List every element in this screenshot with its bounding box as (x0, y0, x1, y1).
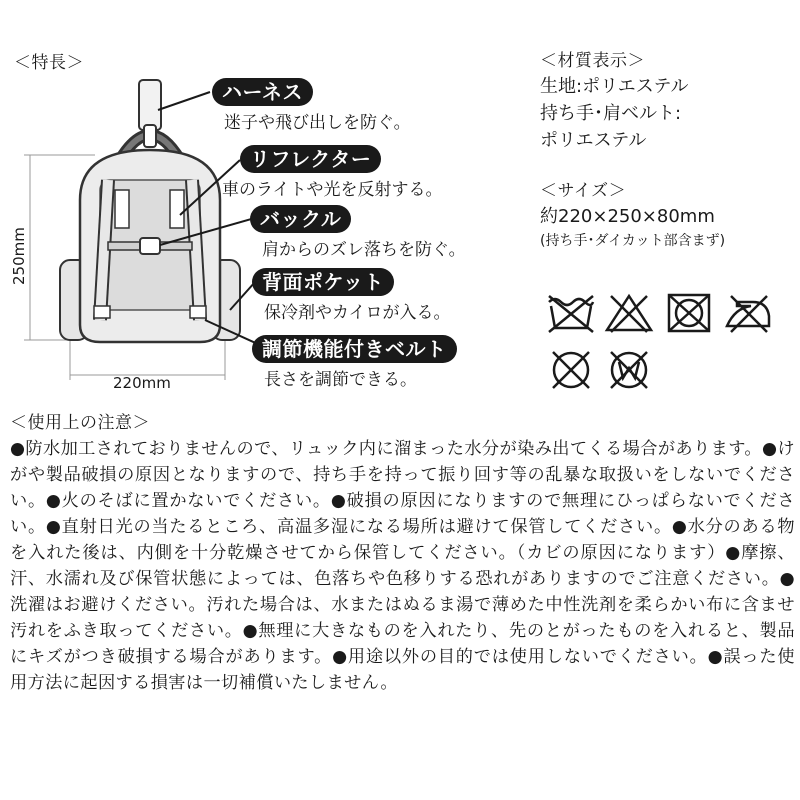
feature-reflector (222, 145, 443, 200)
feature-desc: 保冷剤やカイロが入る。 (264, 303, 451, 323)
material-section (540, 46, 688, 154)
feature-label: バックル (250, 205, 351, 233)
no-bleach-icon (603, 292, 655, 334)
size-heading: ＜サイズ＞ (540, 181, 627, 201)
size-value: 約220×250×80mm (540, 206, 715, 227)
caution-heading: ＜使用上の注意＞ (10, 413, 150, 433)
feature-buckle (250, 205, 466, 260)
material-line: ポリエステル (540, 130, 647, 151)
caution-body: ●防水加工されておりませんので、リュック内に溜まった水分が染み出てくる場合があります。●けがや製品破損の原因となりますので、持ち手を持って振り回す等の乱暴な取扱いをしないでください。●火のそばに置かないでください。●破損の原因になりますので無理にひっぱらないでください。●直射日光の当たるところ、高温多湿になる場所は避けて保管してください。●水分のある物を入れた後は、内側を十分乾燥させてから保管してください。（カビの原因になります）●摩擦、汗、水濡れ及び保管状態によっては、色落ちや色移りする恐れがありますのでご注意ください。●洗濯はお避けください。汚れた場合は、水またはぬるま湯で薄めた中性洗剤を柔らかい布に含ませ汚れをふき取ってください。●無理に大きなものを入れたり、先のとがったものを入れると、製品にキズがつき破損する場合があります。●用途以外の目的では使用しないでください。●誤った使用方法に起因する損害は一切補償いたしません。 (10, 439, 795, 693)
feature-label: 調節機能付きベルト (252, 335, 457, 363)
callout-lines (0, 0, 270, 400)
size-note: (持ち手･ダイカット部含まず) (540, 233, 726, 249)
no-tumble-dry-icon (665, 292, 713, 334)
feature-back-pocket (252, 268, 451, 323)
feature-harness (212, 78, 411, 133)
dim-height-label: 250mm (10, 227, 28, 285)
feature-label: ハーネス (212, 78, 313, 106)
care-icons (545, 292, 785, 392)
no-dry-clean-icon (547, 348, 595, 392)
feature-label: 背面ポケット (252, 268, 394, 296)
no-iron-icon (723, 292, 773, 334)
feature-desc: 長さを調節できる。 (264, 370, 417, 390)
no-wet-clean-icon (605, 348, 653, 392)
size-section (540, 176, 725, 250)
material-line: 生地:ポリエステル (540, 76, 689, 97)
no-wash-icon (545, 292, 597, 334)
material-line: 持ち手･肩ベルト: (540, 103, 682, 124)
material-heading: ＜材質表示＞ (540, 51, 645, 71)
feature-desc: 車のライトや光を反射する。 (222, 180, 443, 200)
features-heading: ＜特長＞ (14, 53, 84, 73)
feature-label: リフレクター (240, 145, 381, 173)
feature-adjustable-belt (252, 335, 457, 390)
caution-section (10, 410, 795, 696)
feature-desc: 迷子や飛び出しを防ぐ。 (224, 113, 411, 133)
feature-desc: 肩からのズレ落ちを防ぐ。 (262, 240, 466, 260)
dim-width-label: 220mm (113, 374, 171, 392)
